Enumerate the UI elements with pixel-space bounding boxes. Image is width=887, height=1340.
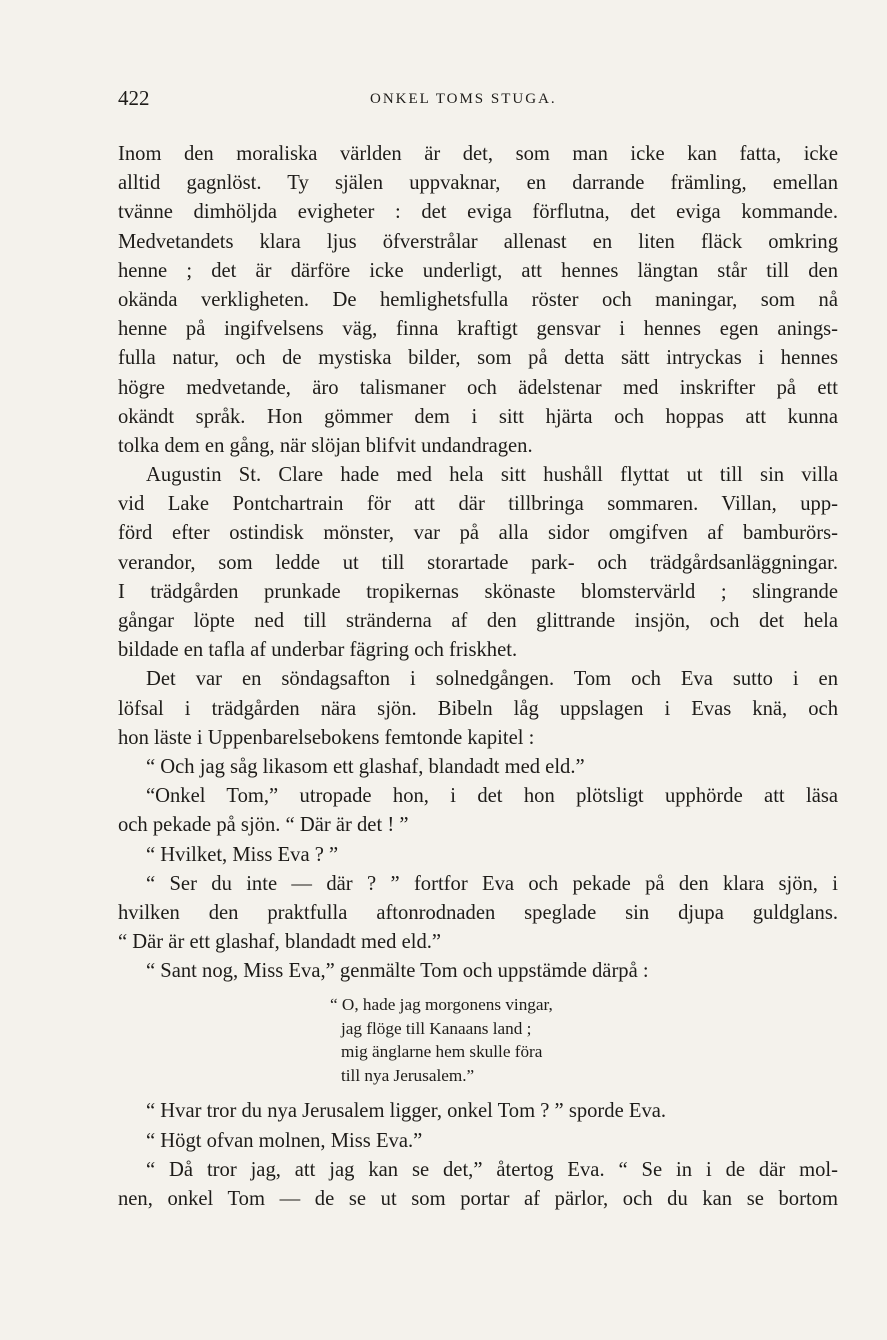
poem-quote <box>118 986 838 1097</box>
page-header <box>118 86 838 118</box>
text-line: nen, onkel Tom — de se ut som portar af pärlor, och du kan se bortom <box>118 1188 838 1210</box>
poem-line: till nya Jerusalem.” <box>341 1065 475 1085</box>
text-line: “ Sant nog, Miss Eva,” genmälte Tom och uppstämde därpå : <box>146 960 649 983</box>
text-line: löfsal i trädgården nära sjön. Bibeln låg uppslagen i Evas knä, och <box>118 697 838 720</box>
text-line: gångar löpte ned till stränderna af den glittrande insjön, och det hela <box>118 610 838 632</box>
text-line: bildade en tafla af underbar fägring och friskhet. <box>118 639 518 662</box>
text-line: “ Och jag såg likasom ett glashaf, blandadt med eld.” <box>146 755 585 778</box>
text-line: och pekade på sjön. “ Där är det ! ” <box>118 814 409 837</box>
text-line: Medvetandets klara ljus öfverstrålar allenast en liten fläck omkring <box>118 230 838 253</box>
text-line: hon läste i Uppenbarelsebokens femtonde kapitel : <box>118 726 535 749</box>
text-line: henne på ingifvelsens väg, finna kraftigt gensvar i hennes egen anings- <box>118 318 838 341</box>
body-text <box>118 140 838 1214</box>
text-line: tvänne dimhöljda evigheter : det eviga förflutna, det eviga kommande. <box>118 201 838 224</box>
text-line: I trädgården prunkade tropikernas skönaste blomstervärld ; slingrande <box>118 580 838 603</box>
text-line: “ Högt ofvan molnen, Miss Eva.” <box>146 1129 423 1152</box>
poem-line: mig änglarne hem skulle föra <box>341 1042 543 1062</box>
text-line: “ Då tror jag, att jag kan se det,” återtog Eva. “ Se in i de där mol- <box>146 1158 838 1181</box>
page-number: 422 <box>118 86 150 110</box>
poem-line: “ O, hade jag morgonens vingar, <box>330 995 553 1015</box>
text-line: tolka dem en gång, när slöjan blifvit undandragen. <box>118 434 533 457</box>
text-line: förd efter ostindisk mönster, var på alla sidor omgifven af bamburörs- <box>118 522 838 545</box>
text-line: alltid gagnlöst. Ty själen uppvaknar, en darrande främling, emellan <box>118 172 838 195</box>
text-line: hvilken den praktfulla aftonrodnaden speglade sin djupa guldglans. <box>118 901 838 924</box>
text-line: “ Hvar tror du nya Jerusalem ligger, onkel Tom ? ” sporde Eva. <box>146 1100 667 1123</box>
text-line: Det var en söndagsafton i solnedgången. Tom och Eva sutto i en <box>146 668 838 691</box>
text-line: verandor, som ledde ut till storartade park- och trädgårdsanläggningar. <box>118 551 838 574</box>
running-title: ONKEL TOMS STUGA. <box>370 91 557 107</box>
text-line: “ Hvilket, Miss Eva ? ” <box>146 843 339 866</box>
text-line: fulla natur, och de mystiska bilder, som på detta sätt intryckas i hennes <box>118 347 838 370</box>
poem-line: jag flöge till Kanaans land ; <box>341 1018 532 1038</box>
text-line: Augustin St. Clare hade med hela sitt hushåll flyttat ut till sin villa <box>146 464 838 487</box>
text-line: “ Ser du inte — där ? ” fortfor Eva och pekade på den klara sjön, i <box>146 872 838 895</box>
text-line: henne ; det är därföre icke underligt, att hennes längtan står till den <box>118 259 838 282</box>
text-line: “Onkel Tom,” utropade hon, i det hon plötsligt upphörde att läsa <box>146 785 838 808</box>
text-line: Inom den moraliska världen är det, som man icke kan fatta, icke <box>118 143 838 165</box>
text-line: okändt språk. Hon gömmer dem i sitt hjärta och hoppas att kunna <box>118 405 838 428</box>
text-line: “ Där är ett glashaf, blandadt med eld.” <box>118 931 442 954</box>
text-line: okända verkligheten. De hemlighetsfulla röster och maningar, som nå <box>118 288 838 311</box>
text-line: vid Lake Pontchartrain för att där tillbringa sommaren. Villan, upp- <box>118 493 838 516</box>
text-line: högre medvetande, äro talismaner och ädelstenar med inskrifter på ett <box>118 376 838 399</box>
